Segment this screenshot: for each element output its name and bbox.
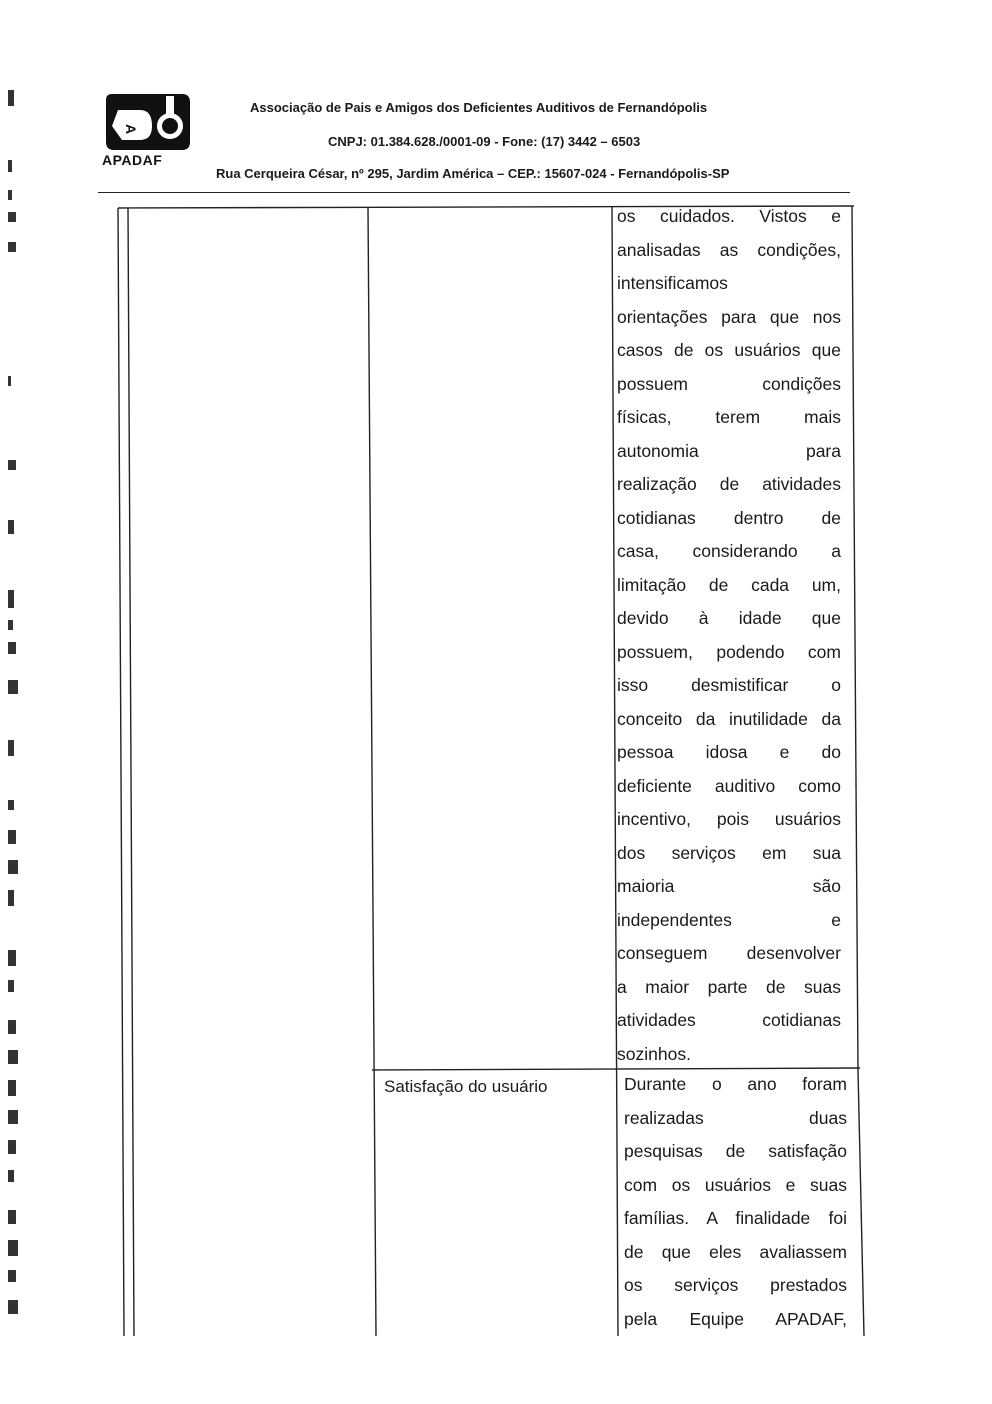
text-line: cotidianas dentro de [617, 507, 841, 528]
text-line: isso desmistificar o [617, 675, 841, 695]
address: Rua Cerqueira César, nº 295, Jardim América – CEP.: 15607-024 - Fernandópolis-SP [216, 166, 730, 181]
text-line: casos de os usuários que [617, 340, 841, 360]
text-line: devido à idade que [617, 608, 841, 628]
row-label-satisfacao: Satisfação do usuário [384, 1077, 548, 1096]
text-line: pesquisas de satisfação [624, 1141, 847, 1161]
text-line: intensificamos [617, 273, 728, 293]
text-line: possuem, podendo com [617, 641, 841, 662]
text-line: de que eles avaliassem [624, 1241, 847, 1262]
text-line: conceito da inutilidade da [617, 708, 841, 729]
text-line: dos serviços em sua [617, 842, 841, 863]
text-line: pessoa idosa e do [617, 742, 841, 762]
continuation-cell [617, 200, 841, 1071]
text-line: orientações para que nos [617, 306, 841, 327]
organization-name: Associação de Pais e Amigos dos Deficientes Auditivos de Fernandópolis [250, 100, 708, 115]
text-line: a maior parte de suas [617, 976, 841, 997]
text-line: famílias. A finalidade foi [624, 1208, 847, 1228]
text-line: os serviços prestados [624, 1275, 847, 1295]
text-line: incentivo, pois usuários [617, 809, 841, 829]
text-line: físicas, terem mais [617, 407, 841, 427]
text-line: sozinhos. [617, 1043, 691, 1064]
text-line: casa, considerando a [617, 541, 841, 561]
text-line: deficiente auditivo como [617, 775, 841, 796]
text-line: realizadas duas [624, 1107, 847, 1128]
satisfacao-cell [624, 1068, 847, 1336]
text-line: Durante o ano foram [624, 1074, 847, 1094]
text-line: atividades cotidianas [617, 1010, 841, 1030]
text-line: maioria são [617, 876, 841, 896]
binding-edge-marks [0, 60, 30, 1360]
contact-info: CNPJ: 01.384.628./0001-09 - Fone: (17) 3442 – 6503 [328, 134, 641, 149]
text-line: autonomia para [617, 440, 841, 461]
header-divider [98, 192, 850, 193]
text-line: limitação de cada um, [617, 574, 841, 595]
logo-letter: A [123, 124, 139, 135]
text-line: conseguem desenvolver [617, 943, 841, 963]
text-line: realização de atividades [617, 474, 841, 494]
text-line: com os usuários e suas [624, 1174, 847, 1195]
logo-text: APADAF [102, 152, 163, 168]
text-line: analisadas as condições, [617, 239, 841, 260]
text-line: pela Equipe APADAF, [624, 1308, 847, 1329]
text-line: os cuidados. Vistos e [617, 206, 841, 226]
text-line: independentes e [617, 909, 841, 930]
text-line: possuem condições [617, 373, 841, 394]
